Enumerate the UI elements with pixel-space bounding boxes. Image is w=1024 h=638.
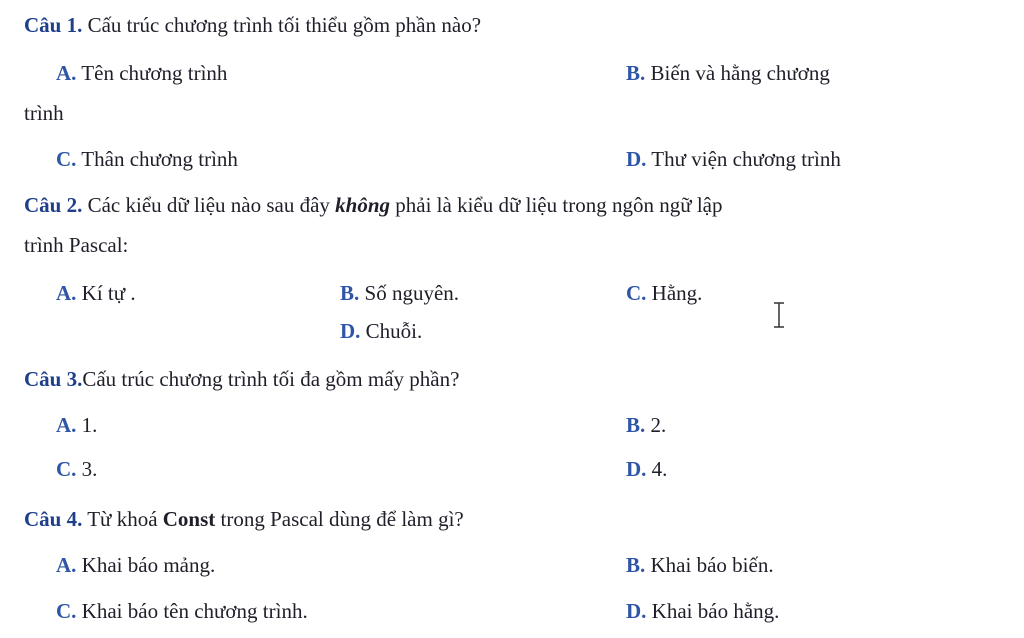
question-1 [24, 12, 481, 38]
option-letter: B. [340, 281, 360, 305]
option-text: Chuỗi. [360, 319, 423, 343]
option-letter: D. [626, 147, 647, 171]
option-letter: A. [56, 413, 77, 437]
question-2-option-b [340, 280, 459, 306]
question-4-keyword: Const [162, 507, 216, 531]
option-text: trình [24, 101, 64, 125]
question-2-line-2 [24, 232, 128, 258]
question-3-option-a [56, 412, 97, 438]
text-cursor-icon [772, 302, 786, 328]
question-1-label: Câu 1. [24, 13, 83, 37]
option-letter: A. [56, 281, 77, 305]
option-text: Khai báo hằng. [646, 599, 780, 623]
option-text: 4. [646, 457, 668, 481]
question-4-option-a [56, 552, 215, 578]
option-text: 2. [645, 413, 667, 437]
option-text: 1. [76, 413, 98, 437]
option-letter: C. [626, 281, 647, 305]
question-2-label: Câu 2. [24, 193, 83, 217]
question-1-option-d [626, 146, 841, 172]
question-4-text-before: Từ khoá [82, 507, 163, 531]
question-3-option-c [56, 456, 97, 482]
option-text: Kí tự . [76, 281, 136, 305]
option-letter: C. [56, 599, 77, 623]
question-2 [24, 192, 722, 218]
question-2-text-before: Các kiểu dữ liệu nào sau đây [82, 193, 336, 217]
question-3-text: Cấu trúc chương trình tối đa gồm mấy phần? [82, 367, 460, 391]
option-letter: D. [340, 319, 361, 343]
option-letter: A. [56, 61, 77, 85]
question-3 [24, 366, 459, 392]
question-1-option-a [56, 60, 227, 86]
question-2-emphasis: không [335, 193, 391, 217]
question-4 [24, 506, 464, 532]
option-letter: C. [56, 457, 77, 481]
option-letter: A. [56, 553, 77, 577]
question-4-option-b [626, 552, 774, 578]
question-4-text-after: trong Pascal dùng để làm gì? [215, 507, 464, 531]
question-3-option-b [626, 412, 666, 438]
option-text: Khai báo tên chương trình. [76, 599, 308, 623]
option-text: Khai báo biến. [645, 553, 774, 577]
question-2-text-line2: trình Pascal: [24, 233, 129, 257]
question-1-text: Cấu trúc chương trình tối thiểu gồm phần nào? [82, 13, 482, 37]
option-text: Khai báo mảng. [76, 553, 216, 577]
question-2-option-a [56, 280, 136, 306]
question-3-label: Câu 3. [24, 367, 83, 391]
option-text: Số nguyên. [359, 281, 460, 305]
question-3-option-d [626, 456, 667, 482]
option-letter: C. [56, 147, 77, 171]
option-text: Thân chương trình [76, 147, 238, 171]
option-text: 3. [76, 457, 98, 481]
option-letter: D. [626, 457, 647, 481]
question-2-text-after: phải là kiểu dữ liệu trong ngôn ngữ lập [390, 193, 723, 217]
question-1-option-c [56, 146, 238, 172]
question-1-option-b [626, 60, 830, 86]
question-2-option-c [626, 280, 702, 306]
option-letter: B. [626, 61, 646, 85]
question-2-option-d [340, 318, 422, 344]
option-letter: D. [626, 599, 647, 623]
option-letter: B. [626, 553, 646, 577]
question-4-option-d [626, 598, 779, 624]
option-text: Thư viện chương trình [646, 147, 841, 171]
option-letter: B. [626, 413, 646, 437]
option-text: Biến và hằng chương [645, 61, 830, 85]
option-text: Hằng. [646, 281, 703, 305]
question-4-option-c [56, 598, 308, 624]
option-text: Tên chương trình [76, 61, 228, 85]
question-1-option-b-continued [24, 100, 64, 126]
question-4-label: Câu 4. [24, 507, 83, 531]
